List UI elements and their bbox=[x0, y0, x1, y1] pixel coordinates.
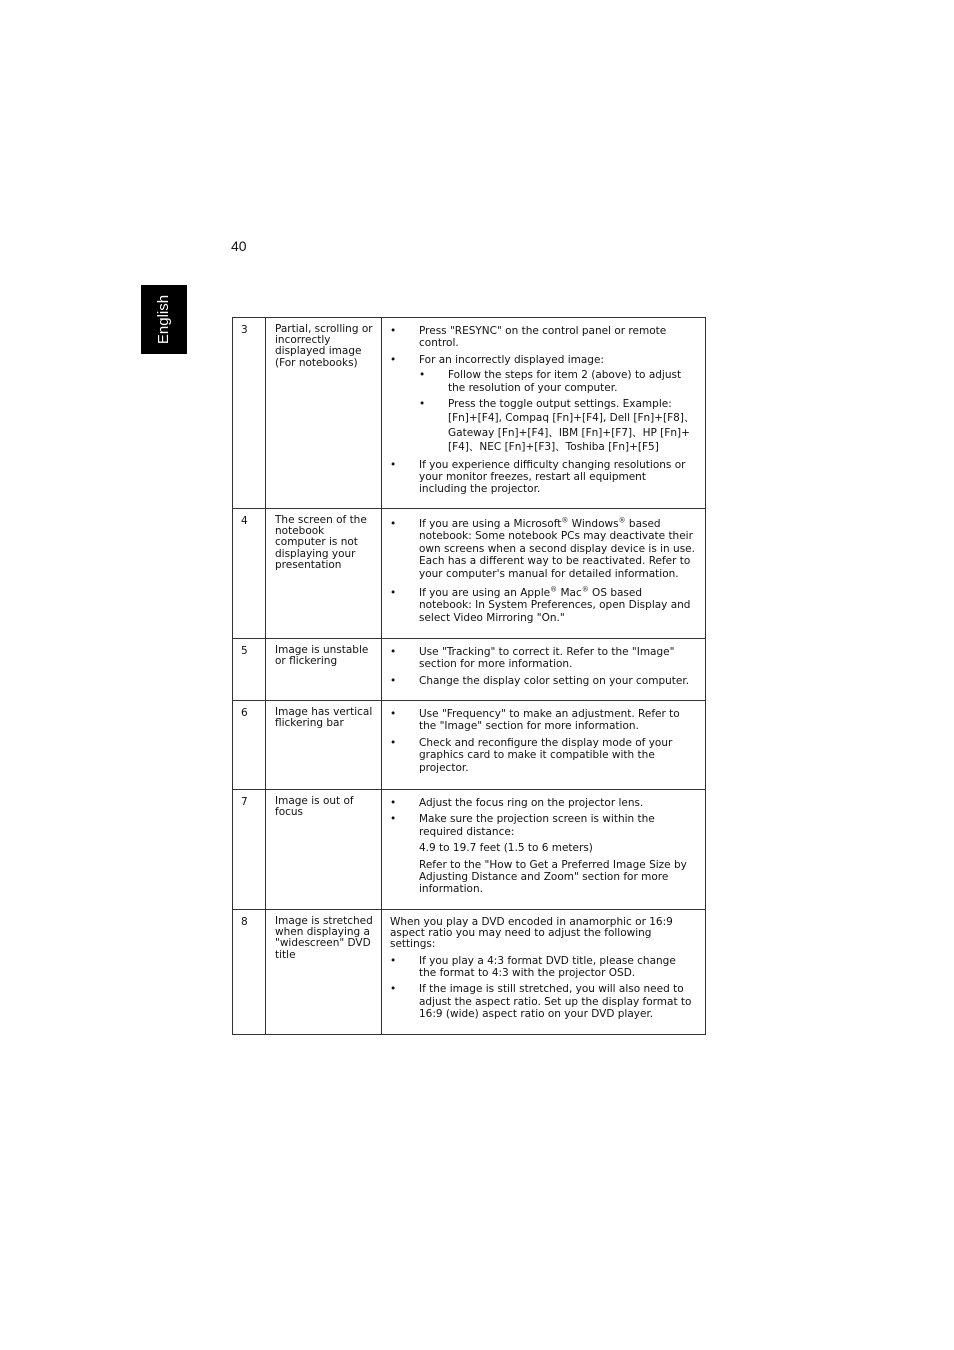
problem-text: The screen of the notebook computer is not displaying your presentation bbox=[275, 514, 367, 571]
list-item-text: OS based notebook: In System Preferences, open Display and select Video Mirroring "On." bbox=[419, 587, 691, 624]
problem-cell bbox=[266, 318, 382, 509]
list-item bbox=[390, 518, 695, 580]
solution-cell bbox=[382, 509, 706, 639]
list-item bbox=[390, 587, 695, 624]
row-number: 6 bbox=[233, 701, 266, 790]
problem-cell bbox=[266, 701, 382, 790]
registered-mark: ® bbox=[561, 516, 569, 525]
registered-mark: ® bbox=[618, 516, 626, 525]
page-number: 40 bbox=[231, 238, 247, 254]
row-number: 3 bbox=[233, 318, 266, 509]
list-item: • If the image is still stretched, you will also need to adjust the aspect ratio. Set up the display format to 16:9 (wide) aspect ratio on your DVD player. bbox=[390, 983, 695, 1020]
row-number: 7 bbox=[233, 790, 266, 910]
list-item: • Use "Tracking" to correct it. Refer to the "Image" section for more information. bbox=[390, 646, 695, 671]
table-row bbox=[233, 790, 706, 910]
list-item bbox=[390, 354, 695, 455]
row-number: 8 bbox=[233, 910, 266, 1035]
solution-cell bbox=[382, 639, 706, 701]
sub-list-item: • Follow the steps for item 2 (above) to adjust the resolution of your computer. bbox=[419, 369, 695, 394]
table-row bbox=[233, 509, 706, 639]
registered-mark: ® bbox=[550, 585, 558, 594]
registered-mark: ® bbox=[581, 585, 589, 594]
solution-cell bbox=[382, 910, 706, 1035]
list-item-text: If you are using an Apple bbox=[419, 587, 551, 600]
row-number: 5 bbox=[233, 639, 266, 701]
table-row bbox=[233, 910, 706, 1035]
intro-text: When you play a DVD encoded in anamorphic or 16:9 aspect ratio you may need to adjust the following settings: bbox=[390, 916, 673, 951]
problem-cell bbox=[266, 509, 382, 639]
language-tab-label: English bbox=[155, 294, 173, 345]
problem-cell bbox=[266, 910, 382, 1035]
list-item: • If you play a 4:3 format DVD title, please change the format to 4:3 with the projector OSD. bbox=[390, 955, 695, 980]
list-item: • Adjust the focus ring on the projector lens. bbox=[390, 797, 695, 809]
problem-text: Image is out of focus bbox=[275, 795, 354, 819]
problem-cell bbox=[266, 639, 382, 701]
table-row bbox=[233, 701, 706, 790]
list-item: • Check and reconfigure the display mode of your graphics card to make it compatible with the projector. bbox=[390, 737, 695, 774]
row-number: 4 bbox=[233, 509, 266, 639]
problem-text: Partial, scrolling or incorrectly displayed image (For notebooks) bbox=[275, 323, 373, 369]
list-item: • Press "RESYNC" on the control panel or remote control. bbox=[390, 325, 695, 350]
list-item: • Make sure the projection screen is within the required distance: bbox=[390, 813, 695, 838]
list-item-text: Windows bbox=[568, 518, 619, 530]
reference-note: Refer to the "How to Get a Preferred Image Size by Adjusting Distance and Zoom" section for more information. bbox=[419, 858, 687, 896]
table-row bbox=[233, 639, 706, 701]
troubleshooting-table bbox=[232, 317, 706, 1035]
problem-text: Image is unstable or flickering bbox=[275, 644, 369, 668]
language-tab bbox=[141, 285, 187, 354]
solution-cell bbox=[382, 701, 706, 790]
list-item-text: Mac bbox=[557, 587, 582, 600]
list-item-text: If you are using a Microsoft bbox=[419, 518, 562, 530]
problem-cell bbox=[266, 790, 382, 910]
list-item-text: based notebook: Some notebook PCs may deactivate their own screens when a second display device is in use. Each has a different way to be reactivated. Refer to your computer's manual for detailed information. bbox=[419, 518, 695, 580]
sub-list-item: • Press the toggle output settings. Example: [Fn]+[F4], Compaq [Fn]+[F4], Dell [Fn]+[F8]、Gateway [Fn]+[F4]、IBM [Fn]+[F7]、HP [Fn]+[F4]、NEC [Fn]+[F3]、Toshiba [Fn]+[F5] bbox=[419, 397, 695, 455]
list-item: • If you experience difficulty changing resolutions or your monitor freezes, restart all equipment including the projector. bbox=[390, 459, 695, 496]
solution-cell bbox=[382, 318, 706, 509]
problem-text: Image is stretched when displaying a "widescreen" DVD title bbox=[275, 915, 373, 961]
solution-cell bbox=[382, 790, 706, 910]
list-item: • Change the display color setting on your computer. bbox=[390, 675, 695, 687]
list-item: • Use "Frequency" to make an adjustment. Refer to the "Image" section for more information. bbox=[390, 708, 695, 733]
distance-note: 4.9 to 19.7 feet (1.5 to 6 meters) bbox=[419, 842, 593, 855]
list-item-text: For an incorrectly displayed image: bbox=[419, 353, 604, 366]
problem-text: Image has vertical flickering bar bbox=[275, 706, 373, 730]
table-row bbox=[233, 318, 706, 509]
